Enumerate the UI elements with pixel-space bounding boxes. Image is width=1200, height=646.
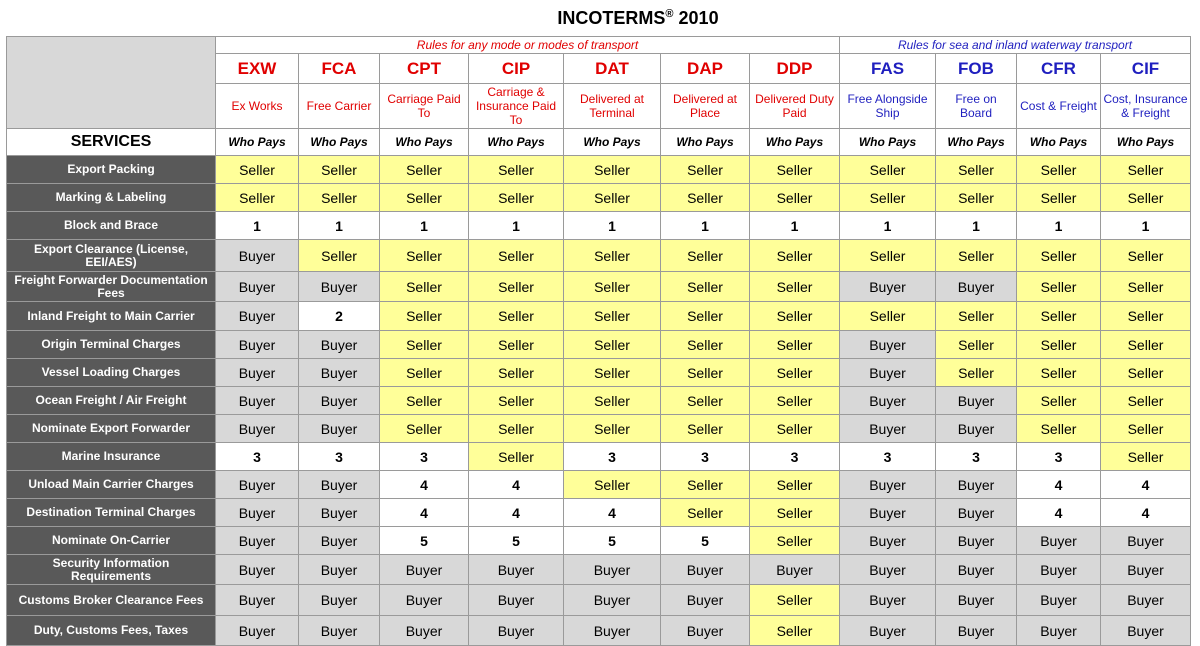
service-label: Customs Broker Clearance Fees — [7, 585, 216, 616]
who-pays-header: Who Pays — [936, 129, 1017, 156]
table-cell: Seller — [380, 156, 469, 184]
table-cell: Seller — [661, 471, 750, 499]
table-cell: Seller — [936, 240, 1017, 272]
table-cell: Buyer — [216, 331, 299, 359]
table-cell: 4 — [1101, 471, 1191, 499]
table-cell: Seller — [661, 387, 750, 415]
term-name-fob: Free on Board — [936, 84, 1017, 129]
table-cell: 3 — [1017, 443, 1101, 471]
table-cell: Buyer — [936, 585, 1017, 616]
table-cell: 3 — [299, 443, 380, 471]
table-cell: Buyer — [840, 331, 936, 359]
table-cell: Seller — [380, 387, 469, 415]
table-cell: Seller — [1101, 156, 1191, 184]
table-cell: 5 — [380, 527, 469, 555]
table-cell: Seller — [1101, 443, 1191, 471]
table-cell: 1 — [936, 212, 1017, 240]
table-cell: Buyer — [840, 359, 936, 387]
term-name-dap: Delivered at Place — [661, 84, 750, 129]
table-cell: Seller — [936, 156, 1017, 184]
incoterms-table — [6, 36, 1191, 646]
table-cell: Buyer — [299, 499, 380, 527]
table-cell: Buyer — [1101, 527, 1191, 555]
table-cell: Seller — [1017, 302, 1101, 331]
service-label: Nominate Export Forwarder — [7, 415, 216, 443]
service-label: Marking & Labeling — [7, 184, 216, 212]
table-cell: Seller — [750, 471, 840, 499]
table-cell: Seller — [661, 499, 750, 527]
table-cell: 3 — [936, 443, 1017, 471]
table-cell: Seller — [380, 272, 469, 302]
table-cell: Buyer — [936, 616, 1017, 646]
table-cell: Seller — [380, 415, 469, 443]
service-label: Destination Terminal Charges — [7, 499, 216, 527]
table-cell: 4 — [1017, 471, 1101, 499]
table-cell: Seller — [299, 184, 380, 212]
table-cell: 3 — [216, 443, 299, 471]
table-cell: Seller — [936, 359, 1017, 387]
table-cell: Seller — [469, 331, 564, 359]
table-cell: Buyer — [216, 527, 299, 555]
table-cell: Buyer — [936, 272, 1017, 302]
table-cell: 3 — [750, 443, 840, 471]
table-cell: Buyer — [1101, 555, 1191, 585]
table-cell: Buyer — [564, 585, 661, 616]
table-cell: Buyer — [299, 331, 380, 359]
term-name-cfr: Cost & Freight — [1017, 84, 1101, 129]
service-label: Unload Main Carrier Charges — [7, 471, 216, 499]
table-cell: 1 — [840, 212, 936, 240]
registered-mark: ® — [665, 8, 674, 20]
table-cell: Seller — [1101, 331, 1191, 359]
service-label: Freight Forwarder Documentation Fees — [7, 272, 216, 302]
table-cell: Buyer — [380, 555, 469, 585]
table-cell: Seller — [936, 331, 1017, 359]
table-cell: 1 — [380, 212, 469, 240]
table-cell: Seller — [1017, 240, 1101, 272]
table-cell: Buyer — [380, 616, 469, 646]
term-name-fas: Free Alongside Ship — [840, 84, 936, 129]
table-cell: 4 — [380, 471, 469, 499]
table-cell: Buyer — [299, 387, 380, 415]
service-label: Duty, Customs Fees, Taxes — [7, 616, 216, 646]
table-cell: Seller — [750, 359, 840, 387]
table-cell: Seller — [469, 443, 564, 471]
table-cell: Buyer — [299, 585, 380, 616]
table-cell: Buyer — [216, 387, 299, 415]
table-cell: Buyer — [469, 585, 564, 616]
table-cell: Seller — [469, 240, 564, 272]
table-cell: Seller — [750, 387, 840, 415]
table-cell: Buyer — [216, 272, 299, 302]
term-code-dap: DAP — [661, 54, 750, 84]
table-cell: Seller — [750, 272, 840, 302]
table-cell: Buyer — [216, 240, 299, 272]
table-cell: Seller — [1101, 272, 1191, 302]
table-cell: Buyer — [840, 616, 936, 646]
table-cell: Buyer — [840, 272, 936, 302]
service-label: Origin Terminal Charges — [7, 331, 216, 359]
table-cell: Buyer — [936, 527, 1017, 555]
who-pays-header: Who Pays — [1101, 129, 1191, 156]
table-cell: 3 — [564, 443, 661, 471]
table-cell: Buyer — [936, 499, 1017, 527]
table-cell: Buyer — [1017, 616, 1101, 646]
table-cell: Seller — [750, 415, 840, 443]
term-name-dat: Delivered at Terminal — [564, 84, 661, 129]
table-cell: Buyer — [299, 415, 380, 443]
table-cell: Seller — [564, 387, 661, 415]
table-cell: Seller — [564, 471, 661, 499]
table-cell: 1 — [299, 212, 380, 240]
table-cell: Buyer — [840, 585, 936, 616]
service-label: Inland Freight to Main Carrier — [7, 302, 216, 331]
term-name-exw: Ex Works — [216, 84, 299, 129]
table-cell: 4 — [469, 471, 564, 499]
table-cell: Seller — [750, 499, 840, 527]
table-cell: Buyer — [1017, 527, 1101, 555]
table-cell: Seller — [469, 302, 564, 331]
page-title: INCOTERMS® 2010 — [557, 8, 719, 28]
table-cell: Seller — [750, 616, 840, 646]
table-cell: Seller — [564, 359, 661, 387]
header-corner — [7, 37, 216, 129]
service-label: Ocean Freight / Air Freight — [7, 387, 216, 415]
table-cell: Buyer — [469, 555, 564, 585]
table-cell: 1 — [216, 212, 299, 240]
table-cell: Seller — [380, 184, 469, 212]
table-cell: Buyer — [840, 527, 936, 555]
table-cell: Buyer — [661, 616, 750, 646]
table-cell: Buyer — [299, 359, 380, 387]
table-cell: Buyer — [216, 585, 299, 616]
service-label: Export Packing — [7, 156, 216, 184]
table-cell: Seller — [1017, 415, 1101, 443]
table-cell: Seller — [661, 272, 750, 302]
table-cell: Seller — [661, 359, 750, 387]
table-cell: Buyer — [380, 585, 469, 616]
table-cell: Seller — [750, 156, 840, 184]
table-cell: Seller — [564, 302, 661, 331]
table-cell: Seller — [564, 184, 661, 212]
who-pays-header: Who Pays — [469, 129, 564, 156]
table-cell: Seller — [750, 331, 840, 359]
who-pays-header: Who Pays — [380, 129, 469, 156]
who-pays-header: Who Pays — [661, 129, 750, 156]
term-code-cpt: CPT — [380, 54, 469, 84]
table-cell: Seller — [1101, 415, 1191, 443]
table-cell: Seller — [840, 184, 936, 212]
table-cell: Seller — [1101, 359, 1191, 387]
table-cell: Seller — [216, 184, 299, 212]
table-cell: Seller — [469, 272, 564, 302]
table-cell: Seller — [661, 331, 750, 359]
table-cell: Buyer — [936, 387, 1017, 415]
term-code-fca: FCA — [299, 54, 380, 84]
table-cell: Buyer — [661, 555, 750, 585]
table-cell: Seller — [661, 302, 750, 331]
who-pays-header: Who Pays — [840, 129, 936, 156]
table-cell: Seller — [750, 527, 840, 555]
table-cell: Seller — [469, 415, 564, 443]
table-cell: Seller — [936, 184, 1017, 212]
table-cell: Seller — [840, 240, 936, 272]
table-cell: 1 — [469, 212, 564, 240]
term-code-cfr: CFR — [1017, 54, 1101, 84]
table-cell: Buyer — [1017, 585, 1101, 616]
table-cell: Seller — [750, 184, 840, 212]
table-cell: Seller — [299, 240, 380, 272]
table-cell: Buyer — [216, 359, 299, 387]
table-cell: Seller — [1017, 156, 1101, 184]
table-cell: 3 — [380, 443, 469, 471]
table-cell: Buyer — [564, 616, 661, 646]
table-cell: Seller — [750, 302, 840, 331]
table-cell: Buyer — [299, 555, 380, 585]
table-cell: 4 — [380, 499, 469, 527]
group-header: Rules for any mode or modes of transport — [216, 37, 840, 54]
table-cell: Seller — [1101, 184, 1191, 212]
table-cell: Seller — [299, 156, 380, 184]
table-cell: Buyer — [1101, 616, 1191, 646]
table-cell: Seller — [661, 240, 750, 272]
table-cell: Seller — [840, 302, 936, 331]
term-code-fas: FAS — [840, 54, 936, 84]
table-cell: 4 — [1101, 499, 1191, 527]
table-cell: Seller — [1017, 184, 1101, 212]
term-name-cif: Cost, Insurance & Freight — [1101, 84, 1191, 129]
table-cell: Buyer — [216, 302, 299, 331]
table-cell: Buyer — [936, 471, 1017, 499]
table-cell: 1 — [1101, 212, 1191, 240]
table-cell: Seller — [936, 302, 1017, 331]
table-cell: Buyer — [299, 527, 380, 555]
table-cell: Seller — [1017, 272, 1101, 302]
term-code-dat: DAT — [564, 54, 661, 84]
table-cell: 4 — [469, 499, 564, 527]
term-code-cip: CIP — [469, 54, 564, 84]
table-cell: Seller — [1017, 331, 1101, 359]
table-cell: Buyer — [469, 616, 564, 646]
table-cell: Buyer — [1101, 585, 1191, 616]
service-label: Nominate On-Carrier — [7, 527, 216, 555]
table-cell: Buyer — [840, 471, 936, 499]
table-cell: 1 — [750, 212, 840, 240]
table-cell: Seller — [840, 156, 936, 184]
table-cell: Buyer — [840, 387, 936, 415]
term-code-cif: CIF — [1101, 54, 1191, 84]
table-cell: 3 — [840, 443, 936, 471]
table-cell: Seller — [380, 240, 469, 272]
service-label: Export Clearance (License, EEI/AES) — [7, 240, 216, 272]
table-cell: Seller — [380, 331, 469, 359]
table-cell: Buyer — [216, 471, 299, 499]
table-cell: Seller — [750, 585, 840, 616]
table-cell: Seller — [661, 184, 750, 212]
term-name-fca: Free Carrier — [299, 84, 380, 129]
table-cell: Seller — [564, 331, 661, 359]
service-label: Block and Brace — [7, 212, 216, 240]
table-cell: Seller — [661, 415, 750, 443]
service-label: Vessel Loading Charges — [7, 359, 216, 387]
table-cell: Buyer — [299, 471, 380, 499]
term-code-ddp: DDP — [750, 54, 840, 84]
table-cell: Buyer — [661, 585, 750, 616]
table-cell: Buyer — [564, 555, 661, 585]
table-cell: Seller — [564, 415, 661, 443]
who-pays-header: Who Pays — [299, 129, 380, 156]
table-cell: Buyer — [1017, 555, 1101, 585]
table-cell: Buyer — [216, 555, 299, 585]
table-cell: 5 — [564, 527, 661, 555]
table-cell: Buyer — [840, 415, 936, 443]
table-cell: Seller — [661, 156, 750, 184]
table-cell: Seller — [1101, 302, 1191, 331]
table-cell: Seller — [469, 387, 564, 415]
table-cell: Buyer — [216, 499, 299, 527]
table-cell: Seller — [1101, 240, 1191, 272]
table-cell: 1 — [564, 212, 661, 240]
table-cell: Buyer — [840, 499, 936, 527]
table-cell: 4 — [564, 499, 661, 527]
table-cell: Buyer — [936, 415, 1017, 443]
who-pays-header: Who Pays — [216, 129, 299, 156]
table-cell: Seller — [380, 302, 469, 331]
table-cell: Seller — [750, 240, 840, 272]
term-code-fob: FOB — [936, 54, 1017, 84]
table-cell: Seller — [564, 240, 661, 272]
term-name-cpt: Carriage Paid To — [380, 84, 469, 129]
table-cell: Buyer — [936, 555, 1017, 585]
service-label: Security Information Requirements — [7, 555, 216, 585]
table-cell: Buyer — [840, 555, 936, 585]
table-cell: Seller — [564, 272, 661, 302]
table-cell: Seller — [564, 156, 661, 184]
service-label: Marine Insurance — [7, 443, 216, 471]
table-cell: 1 — [661, 212, 750, 240]
table-cell: 2 — [299, 302, 380, 331]
table-cell: 4 — [1017, 499, 1101, 527]
group-header: Rules for sea and inland waterway transport — [840, 37, 1191, 54]
table-cell: Seller — [1017, 387, 1101, 415]
table-cell: Seller — [216, 156, 299, 184]
table-cell: Seller — [469, 184, 564, 212]
who-pays-header: Who Pays — [564, 129, 661, 156]
term-code-exw: EXW — [216, 54, 299, 84]
table-cell: Buyer — [216, 616, 299, 646]
table-cell: Buyer — [299, 616, 380, 646]
who-pays-header: Who Pays — [1017, 129, 1101, 156]
table-cell: 5 — [661, 527, 750, 555]
table-cell: Seller — [380, 359, 469, 387]
table-cell: 3 — [661, 443, 750, 471]
table-cell: Buyer — [299, 272, 380, 302]
table-cell: Seller — [1017, 359, 1101, 387]
table-cell: 1 — [1017, 212, 1101, 240]
table-cell: Seller — [1101, 387, 1191, 415]
term-name-cip: Carriage & Insurance Paid To — [469, 84, 564, 129]
table-cell: 5 — [469, 527, 564, 555]
table-cell: Buyer — [750, 555, 840, 585]
table-cell: Buyer — [216, 415, 299, 443]
services-header: SERVICES — [7, 129, 216, 156]
who-pays-header: Who Pays — [750, 129, 840, 156]
table-cell: Seller — [469, 156, 564, 184]
table-cell: Seller — [469, 359, 564, 387]
term-name-ddp: Delivered Duty Paid — [750, 84, 840, 129]
